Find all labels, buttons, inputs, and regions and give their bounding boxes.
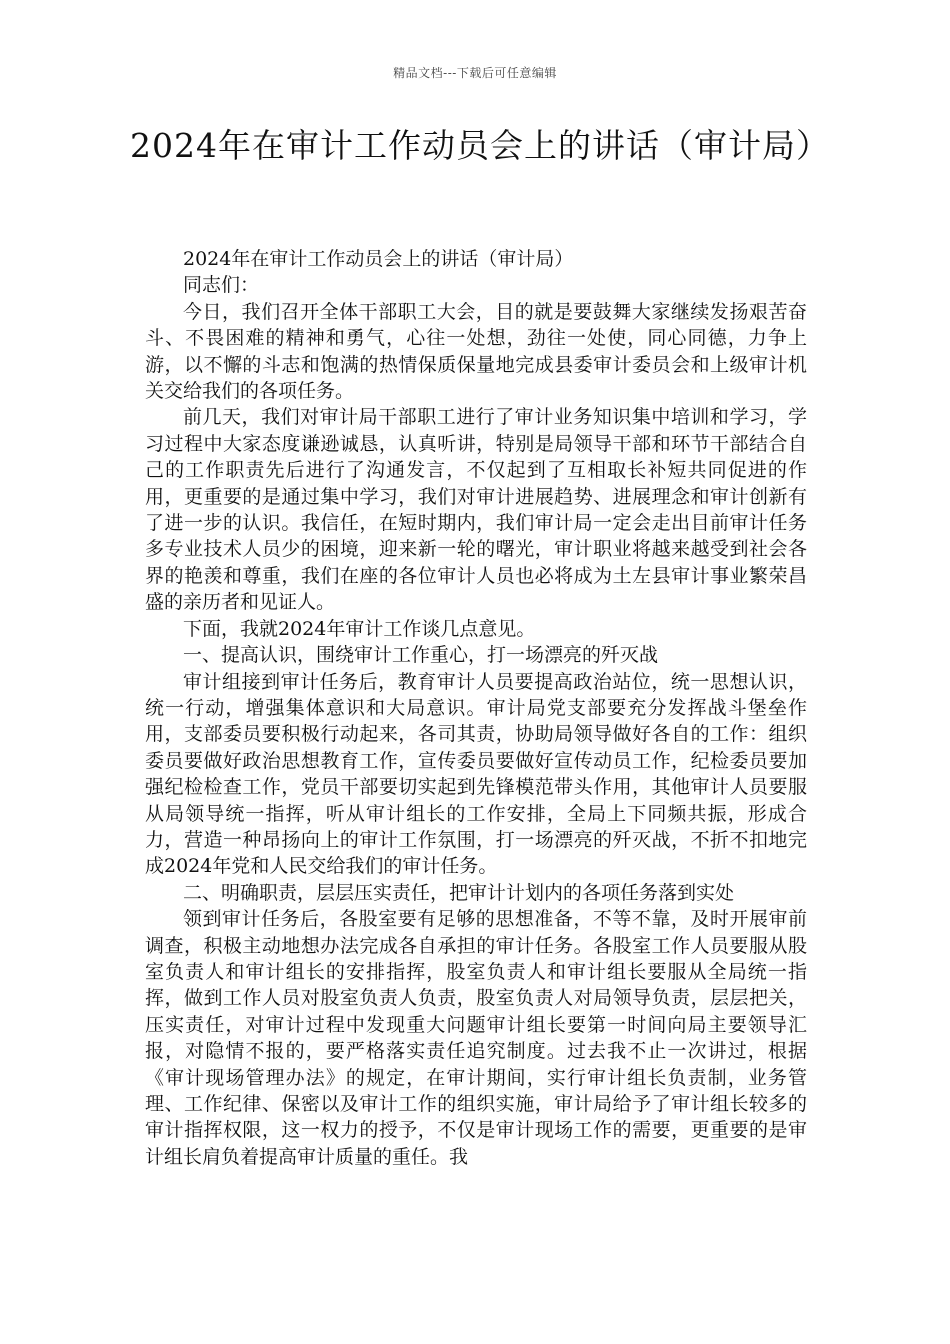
paragraph: 审计组接到审计任务后，教育审计人员要提高政治站位，统一思想认识，统一行动，增强集体意识和大局意识。审计局党支部要充分发挥战斗堡垒作用，支部委员要积极行动起来，各司其责，协助局领导做好各自的工作：组织委员要做好政治思想教育工作，宣传委员要做好宣传动员工作，纪检委员要加强纪检检查工作，党员干部要切实起到先锋模范带头作用，其他审计人员要服从局领导统一指挥，听从审计组长的工作安排，全局上下同频共振，形成合力，营造一种昂扬向上的审计工作氛围，打一场漂亮的歼灭战，不折不扣地完成2024年党和人民交给我们的审计任务。 xyxy=(145,670,807,878)
section-heading: 一、提高认识，围绕审计工作重心，打一场漂亮的歼灭战 xyxy=(183,644,659,667)
paragraph-subtitle: 2024年在审计工作动员会上的讲话（审计局） xyxy=(183,248,574,270)
section-heading: 二、明确职责，层层压实责任，把审计计划内的各项任务落到实处 xyxy=(183,881,735,904)
document-title: 2024年在审计工作动员会上的讲话（审计局） xyxy=(130,126,830,165)
header-note: 精品文档---下载后可任意编辑 xyxy=(393,66,557,80)
paragraph: 前几天，我们对审计局干部职工进行了审计业务知识集中培训和学习，学习过程中大家态度谦逊诚恳，认真听讲，特别是局领导干部和环节干部结合自己的工作职责先后进行了沟通发言，不仅起到了互相取长补短共同促进的作用，更重要的是通过集中学习，我们对审计进展趋势、进展理念和审计创新有了进一步的认识。我信任，在短时期内，我们审计局一定会走出目前审计任务多专业技术人员少的困境，迎来新一轮的曙光，审计职业将越来越受到社会各界的艳羡和尊重，我们在座的各位审计人员也必将成为土左县审计事业繁荣昌盛的亲历者和见证人。 xyxy=(145,406,807,614)
paragraph: 今日，我们召开全体干部职工大会，目的就是要鼓舞大家继续发扬艰苦奋斗、不畏困难的精神和勇气，心往一处想，劲往一处使，同心同德，力争上游，以不懈的斗志和饱满的热情保质保量地完成县委审计委员会和上级审计机关交给我们的各项任务。 xyxy=(145,300,807,403)
paragraph-salutation: 同志们： xyxy=(183,274,260,297)
paragraph: 下面，我就2024年审计工作谈几点意见。 xyxy=(183,617,536,640)
document-body xyxy=(145,246,807,1170)
paragraph: 领到审计任务后，各股室要有足够的思想准备，不等不靠，及时开展审前调查，积极主动地想办法完成各自承担的审计任务。各股室工作人员要服从股室负责人和审计组长的安排指挥，股室负责人和审计组长要服从全局统一指挥，做到工作人员对股室负责人负责，股室负责人对局领导负责，层层把关，压实责任，对审计过程中发现重大问题审计组长要第一时间向局主要领导汇报，对隐情不报的，要严格落实责任追究制度。过去我不止一次讲过，根据《审计现场管理办法》的规定，在审计期间，实行审计组长负责制，业务管理、工作纪律、保密以及审计工作的组织实施，审计局给予了审计组长较多的审计指挥权限，这一权力的授予，不仅是审计现场工作的需要，更重要的是审计组长肩负着提高审计质量的重任。我 xyxy=(145,908,807,1168)
